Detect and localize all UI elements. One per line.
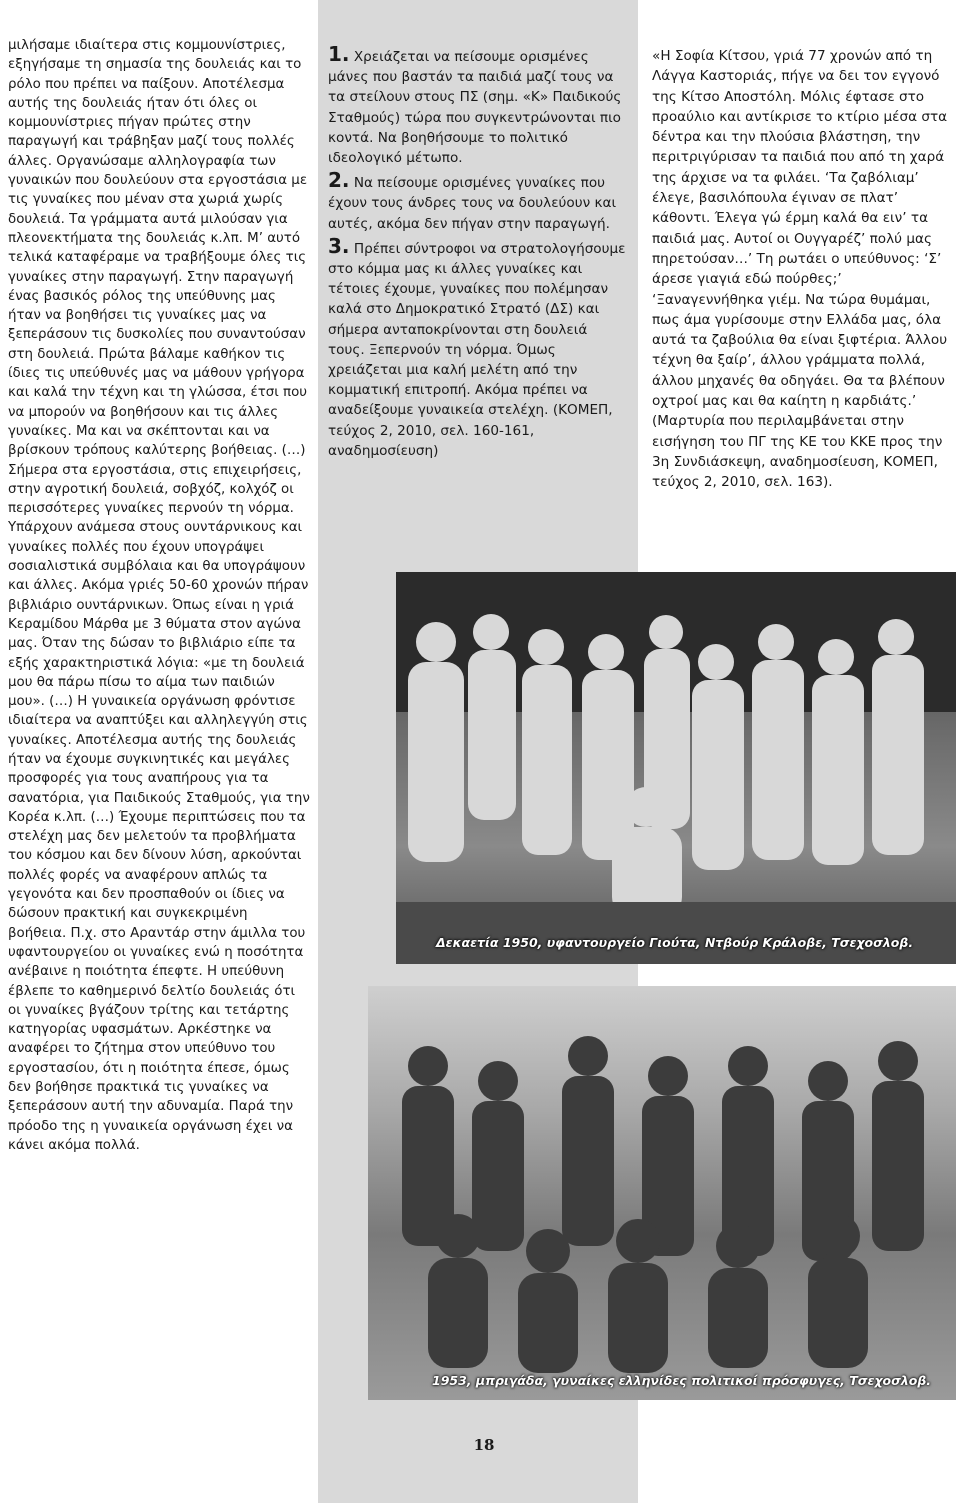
list-item-text: Πρέπει σύντροφοι να στρατολογήσουμε στο κόμμα μας κι άλλες γυναίκες και τέτοιες έχουμε, γυναίκες που πολέμησαν καλά στο Δημοκρατικό Στρατό (ΔΣ) και σήμερα ανταποκρίνονται στη δουλειά τους. Ξεπερνούν τη νόρμα. Όμως χρειάζεται μια καλή μελέτη από την κομματική επιτροπή. Ακόμα πρέπει να αναδείξουμε γυναικεία στελέχη. (ΚΟΜΕΠ, τεύχος 2, 2010, σελ. 160-161, αναδημοσίευση) xyxy=(328,240,626,459)
list-number: 2. xyxy=(328,168,350,193)
page-number: 18 xyxy=(473,1436,495,1454)
left-column-text: μιλήσαμε ιδιαίτερα στις κομμουνίστριες, εξηγήσαμε τη σημασία της δουλειάς και το ρόλο που πρέπει να παίξουν. Αποτέλεσμα αυτής της δουλειάς ήταν ότι όλες οι κομμουνίστριες πήγαν πρώτες στην παραγωγή και τράβηξαν μαζί τους πολλές άλλες. Οργανώσαμε αλληλογραφία των γυναικών που δουλεύουν στα εργοστάσια με τις γυναίκες που μέναν στα χωριά χωρίς δουλειά. Τα γράμματα αυτά μιλούσαν για πλεονεκτήματα της δουλειάς κ.λπ. Μ’ αυτό τελικά καταφέραμε να τραβήξουμε όλες τις γυναίκες στην παραγωγή. Στην παραγωγή ένας βασικός ρόλος της υπεύθυνης μας ήταν να βοηθήσει τις γυναίκες μας να ξεπεράσουν τις δυσκολίες που συναντούσαν στη δουλειά. Πρώτα βάλαμε καθήκον τις ίδιες τις υπεύθυνές μας να μάθουν γρήγορα και καλά την τέχνη και τη γλώσσα, έτσι που να μπορούν να βοηθήσουν και τις άλλες γυναίκες. Μα και να σκέπτονται και να βρίσκουν τρόπους καλύτερης βοήθειας. (…) Σήμερα στα εργοστάσια, στις επιχειρήσεις, στην αγροτική δουλειά, σοβχόζ, κολχόζ οι περισσότερες γυναίκες περνούν τη νόρμα. Υπάρχουν ανάμεσα στους ουντάρνικους και γυναίκες πολλές που έχουν υπογράψει σοσιαλιστικά συμβόλαια και θα υπογράψουν και άλλες. Ακόμα γριές 50-60 χρονών πήραν βιβλιάριο ουντάρνικων. Όπως είναι η γριά Κεραμίδου Μάρθα με 3 θύματα στον αγώνα μας. Όταν της δώσαν το βιβλιάριο είπε τα εξής χαρακτηριστικά λόγια: «με τη δουλειά μου θα πάρω πίσω το αίμα των παιδιών μου». (…) Η γυναικεία οργάνωση φρόντισε ιδιαίτερα να αναπτύξει και αλληλεγγύη στις γυναίκες. Αποτέλεσμα αυτής της δουλειάς ήταν να έχουμε συγκινητικές και μεγάλες προσφορές για τους αναπήρους για τα σανατόρια, για Παιδικούς Σταθμούς, για την Κορέα κ.λπ. (…) Έχουμε περιπτώσεις που τα στελέχη μας δεν μελετούν τα προβλήματα του κόσμου και δεν δίνουν λύση, αρκούνται πολλές φορές να αναφέρουν απλώς τα γεγονότα και δεν προσπαθούν οι ίδιες να δώσουν πρακτική και συγκεκριμένη βοήθεια. Π.χ. στο Αραντάρ στην άμιλλα του υφαντουργείου οι γυναίκες ενώ η ποσότητα ανέβαινε η ποιότητα έπεφτε. Η υπεύθυνη έβλεπε το καθημερινό δελτίο δουλειάς ότι οι γυναίκες βγάζουν τρίτης και τετάρτης κατηγορίας υφασμάτων. Αρκέστηκε να αναφέρει το ζήτημα στον υπεύθυνο του εργοστασίου, ότι η ποιότητα έπεσε, όμως δεν βοήθησε πρακτικά τις γυναίκες να ξεπεράσουν αυτή την αδυναμία. Παρά την πρόοδο της η γυναικεία οργάνωση έχει να κάνει ακόμα πολλά. xyxy=(8,38,310,1153)
list-item-3 xyxy=(328,233,628,461)
list-item-text: Να πείσουμε ορισμένες γυναίκες που έχουν τους άνδρες τους να δουλεύουν και αυτές, ακόμα δεν πήγαν στην παραγωγή. xyxy=(328,175,617,232)
photo-silhouettes xyxy=(396,572,956,964)
photo-silhouettes xyxy=(368,986,956,1400)
testimony-quote: «Η Σοφία Κίτσου, γριά 77 χρονών από τη Λάγγα Καστοριάς, πήγε να δει τον εγγονό της Κίτσο Αποστόλη. Μόλις έφτασε στο προαύλιο και αντίκρισε το κτίριο μέσα στα δέντρα και την πλούσια βλάστηση, την περιτριγύρισαν τα παιδιά που από τη χαρά της άρχισε να τα φιλάει. ‘Τα ζαβόλιαμ’ έλεγε, βασιλόπουλα έγιναν σε πλατ’ κάθοντι. Έλεγα γώ έρμη καλά θα ειν’ τα παιδιά μας. Αυτοί οι Ουγγαρέζ’ πολύ μας πηρετούσαν…’ Τη ρωτάει ο υπεύθυνος: ‘Σ’ άρεσε γιαγιά εδώ πούρθες;’ ‘Ξαναγεννήθηκα γιέμ. Να τώρα θυμάμαι, πως άμα γυρίσουμε στην Ελλάδα μας, όλα αυτά τα ζαβούλια θα είναι ξιφτέρια. Άλλου τέχνη θα ξαίρ’, άλλου γράμματα πολλά, άλλου μηχανές θα οδηγάει. Θα τα βλέπουν οχτροί μας και θα καίητη η καρδιάτς.’ (Μαρτυρία που περιλαμβάνεται στην εισήγηση του ΠΓ της ΚΕ του ΚΚΕ προς την 3η Συνδιάσκεψη, αναδημοσίευση, ΚΟΜΕΠ, τεύχος 2, 2010, σελ. 163). xyxy=(652,48,948,491)
factory-workers-photo xyxy=(396,572,956,964)
photo1-caption: Δεκαετία 1950, υφαντουργείο Γιούτα, Ντβούρ Κράλοβε, Τσεχοσλοβ. xyxy=(436,935,914,950)
list-number: 3. xyxy=(328,233,350,258)
left-column xyxy=(0,0,318,1503)
list-item-2 xyxy=(328,170,628,234)
list-number: 1. xyxy=(328,42,350,66)
numbered-list xyxy=(328,44,628,463)
list-item-text: Χρειάζεται να πείσουμε ορισμένες μάνες που βαστάν τα παιδιά μαζί τους να τα στείλουν στους ΠΣ (σημ. «Κ» Παιδικούς Σταθμούς) τώρα που συγκεντρώνονται πιο κοντά. Να βοηθήσουμε το πολιτικό ιδεολογικό μέτωπο. xyxy=(328,49,622,167)
brigade-women-photo xyxy=(368,986,956,1400)
list-item-1 xyxy=(328,44,628,168)
photo2-caption: 1953, μπριγάδα, γυναίκες ελληνίδες πολιτικοί πρόσφυγες, Τσεχοσλοβ. xyxy=(432,1373,932,1388)
